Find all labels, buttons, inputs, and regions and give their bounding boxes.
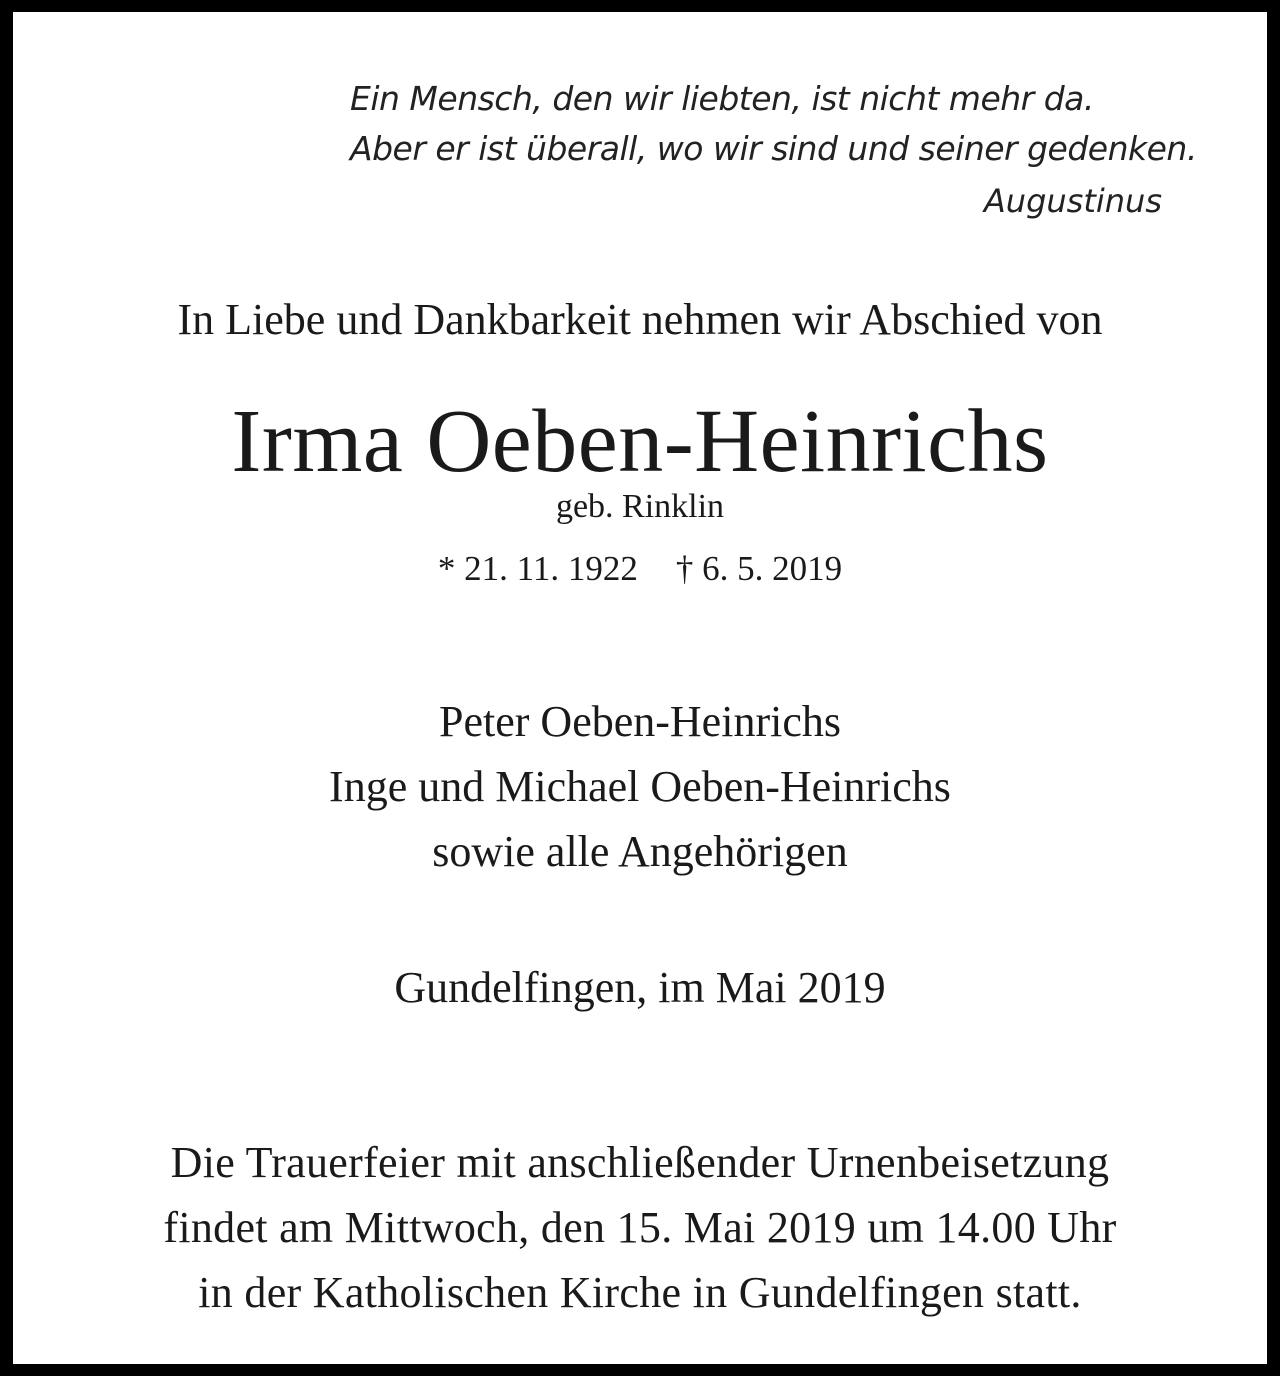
- intro-text: In Liebe und Dankbarkeit nehmen wir Abschied von: [177, 295, 1103, 344]
- ceremony-line: findet am Mittwoch, den 15. Mai 2019 um 14.00 Uhr: [163, 1203, 1117, 1252]
- death-date: † 6. 5. 2019: [675, 549, 843, 588]
- quote-line-2: Aber er ist überall, wo wir sind und seiner gedenken.: [350, 129, 1197, 168]
- quote: [350, 74, 1197, 174]
- birth-date: * 21. 11. 1922: [437, 549, 638, 588]
- deceased-name: Irma Oeben-Heinrichs: [231, 392, 1049, 491]
- mourners-list: [13, 689, 1267, 884]
- mourner-line: Peter Oeben-Heinrichs: [439, 697, 841, 746]
- mourner-line: Inge und Michael Oeben-Heinrichs: [329, 762, 951, 811]
- maiden-name: geb. Rinklin: [555, 488, 725, 525]
- mourner-line: sowie alle Angehörigen: [432, 827, 848, 876]
- obituary-notice: [13, 12, 1267, 1364]
- ceremony-line: Die Trauerfeier mit anschließender Urnenbeisetzung: [170, 1138, 1110, 1187]
- place-date: Gundelfingen, im Mai 2019: [394, 963, 886, 1012]
- quote-author: Augustinus: [983, 182, 1162, 220]
- ceremony-line: in der Katholischen Kirche in Gundelfingen statt.: [198, 1268, 1082, 1317]
- quote-line-1: Ein Mensch, den wir liebten, ist nicht mehr da.: [350, 79, 1094, 118]
- ceremony-info: [13, 1130, 1267, 1325]
- life-dates: [13, 549, 1267, 589]
